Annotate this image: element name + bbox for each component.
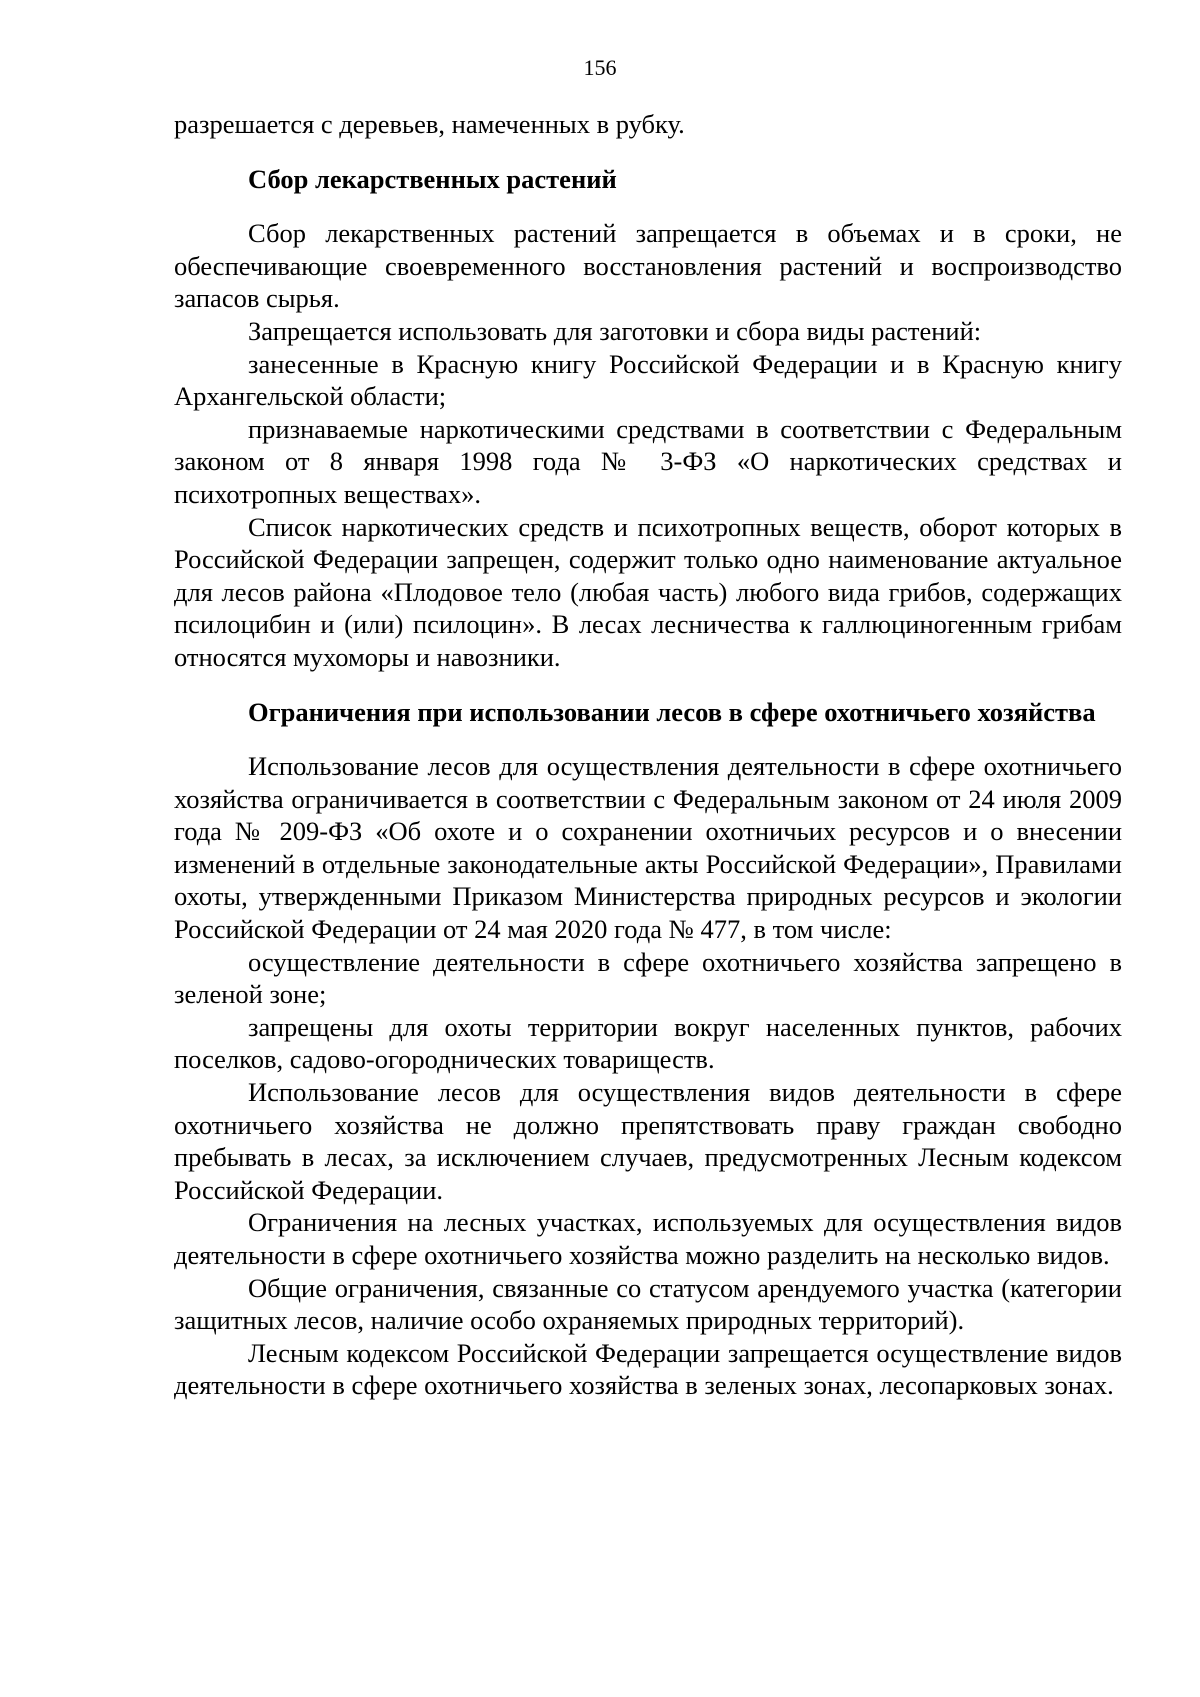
list-item: занесенные в Красную книгу Российской Федерации и в Красную книгу Архангельской области; bbox=[174, 348, 1122, 412]
section-heading-hunting-restrictions: Ограничения при использовании лесов в сфере охотничьего хозяйства bbox=[248, 696, 1096, 727]
paragraph: Запрещается использовать для заготовки и сбора виды растений: bbox=[248, 315, 982, 346]
paragraph: Список наркотических средств и психотропных веществ, оборот которых в Российской Федерации запрещен, содержит только одно наименование актуальное для лесов района «Плодовое тело (любая часть) любого вида грибов, содержащих псилоцибин и (или) псилоцин». В лесах лесничества к галлюциногенным грибам относятся мухоморы и навозники. bbox=[174, 511, 1122, 672]
list-item: запрещены для охоты территории вокруг населенных пунктов, рабочих поселков, садово-огороднических товариществ. bbox=[174, 1011, 1122, 1075]
list-item: осуществление деятельности в сфере охотничьего хозяйства запрещено в зеленой зоне; bbox=[174, 946, 1122, 1010]
paragraph-continuation: разрешается с деревьев, намеченных в рубку. bbox=[174, 109, 685, 139]
document-body bbox=[174, 108, 1122, 1402]
paragraph: Использование лесов для осуществления видов деятельности в сфере охотничьего хозяйства не должно препятствовать праву граждан свободно пребывать в лесах, за исключением случаев, предусмотренных Лесным кодексом Российской Федерации. bbox=[174, 1077, 1122, 1205]
paragraph: Общие ограничения, связанные со статусом арендуемого участка (категории защитных лесов, наличие особо охраняемых природных территорий). bbox=[174, 1272, 1122, 1336]
list-item: признаваемые наркотическими средствами в соответствии с Федеральным законом от 8 января 1998 года № 3-ФЗ «О наркотических средствах и психотропных веществах». bbox=[174, 413, 1122, 509]
paragraph: Лесным кодексом Российской Федерации запрещается осуществление видов деятельности в сфере охотничьего хозяйства в зеленых зонах, лесопарковых зонах. bbox=[174, 1337, 1122, 1401]
section-heading-medicinal-plants: Сбор лекарственных растений bbox=[248, 163, 617, 194]
page-number: 156 bbox=[583, 55, 617, 80]
paragraph: Сбор лекарственных растений запрещается в объемах и в сроки, не обеспечивающие своевременного восстановления растений и воспроизводство запасов сырья. bbox=[174, 218, 1122, 314]
paragraph: Использование лесов для осуществления деятельности в сфере охотничьего хозяйства ограничивается в соответствии с Федеральным законом от 24 июля 2009 года № 209-ФЗ «Об охоте и о сохранении охотничьих ресурсов и о внесении изменений в отдельные законодательные акты Российской Федерации», Правилами охоты, утвержденными Приказом Министерства природных ресурсов и экологии Российской Федерации от 24 мая 2020 года № 477, в том числе: bbox=[174, 751, 1122, 945]
paragraph: Ограничения на лесных участках, используемых для осуществления видов деятельности в сфере охотничьего хозяйства можно разделить на несколько видов. bbox=[174, 1207, 1122, 1270]
